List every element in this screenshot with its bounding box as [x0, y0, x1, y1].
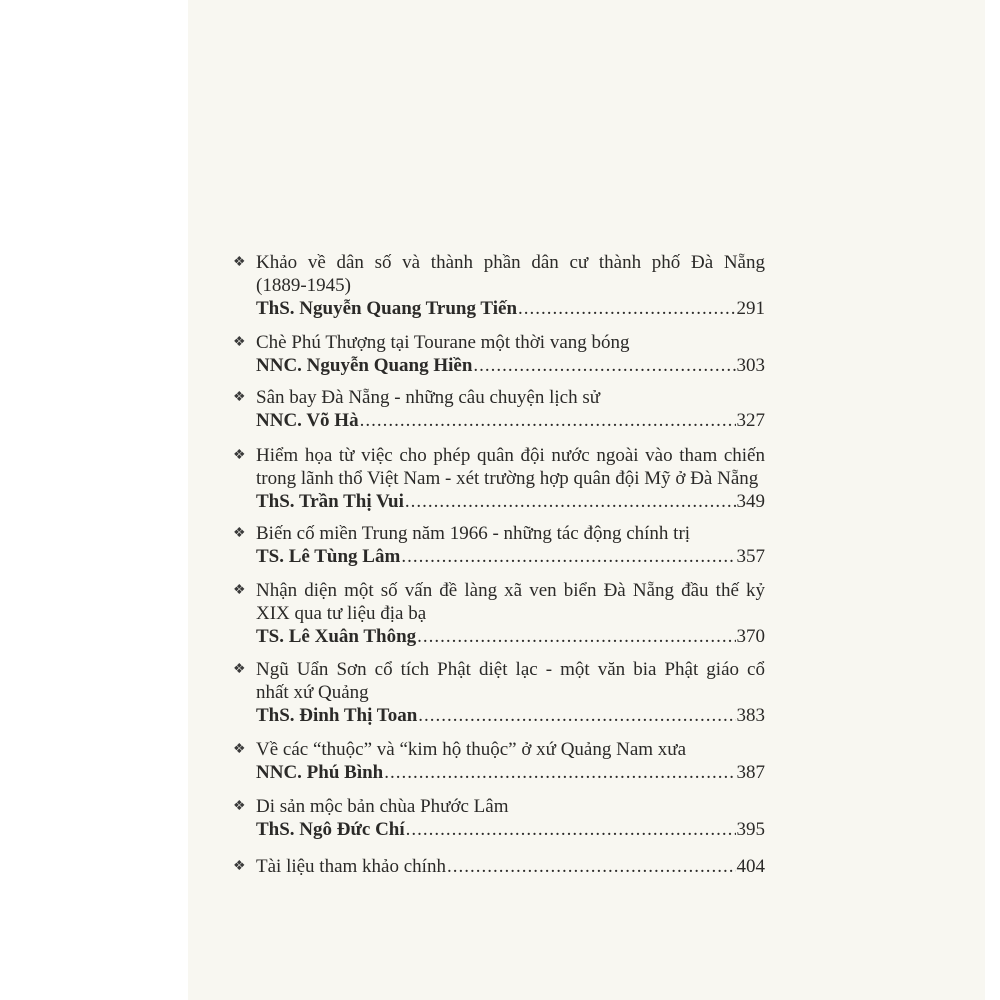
toc-author-line [233, 490, 765, 513]
page-number: 387 [736, 762, 765, 783]
toc-title-line [233, 658, 765, 681]
toc-entry [233, 579, 765, 648]
toc-title-text: Về các “thuộc” và “kim hộ thuộc” ở xứ Quảng Nam xưa [256, 739, 687, 760]
toc-title-text: nhất xứ Quảng [256, 682, 369, 703]
bullet-diamond-icon: ❖ [233, 662, 246, 677]
toc-author-line [233, 354, 765, 377]
toc-entry [233, 331, 765, 377]
dot-leader [405, 490, 736, 513]
toc-title-line [233, 331, 765, 354]
toc-title-line [233, 444, 765, 467]
toc-entry [233, 795, 765, 841]
bullet-diamond-icon: ❖ [233, 390, 246, 405]
bullet-diamond-icon: ❖ [233, 583, 246, 598]
dot-leader [401, 545, 735, 568]
toc-entry [233, 386, 765, 432]
dot-leader [473, 354, 735, 377]
toc-author-line [233, 297, 765, 320]
toc-title-line [233, 681, 765, 704]
page-number: 357 [736, 546, 765, 567]
toc-entry [233, 658, 765, 727]
toc-leader-line [233, 855, 765, 878]
toc-title-text: Chè Phú Thượng tại Tourane một thời vang bóng [256, 332, 630, 353]
bullet-diamond-icon: ❖ [233, 742, 246, 757]
author-name: ThS. Ngô Đức Chí [256, 819, 405, 840]
dot-leader [384, 761, 735, 784]
toc-title-line [233, 467, 765, 490]
bullet-diamond-icon: ❖ [233, 859, 246, 874]
toc-entry [233, 251, 765, 320]
author-name: TS. Lê Tùng Lâm [256, 546, 401, 567]
page-number: 291 [736, 298, 765, 319]
toc-title-text: Sân bay Đà Nẵng - những câu chuyện lịch sử [256, 387, 601, 408]
bullet-diamond-icon: ❖ [233, 448, 246, 463]
toc-entry [233, 738, 765, 784]
page-number: 303 [736, 355, 765, 376]
toc-title-text: Khảo về dân số và thành phần dân cư thành phố Đà Nẵng [256, 252, 765, 273]
bullet-diamond-icon: ❖ [233, 255, 246, 270]
toc-author-line [233, 704, 765, 727]
toc-author-line [233, 545, 765, 568]
toc-title-line [233, 251, 765, 274]
author-name: NNC. Phú Bình [256, 762, 384, 783]
dot-leader [418, 704, 735, 727]
toc-title-text: Nhận diện một số vấn đề làng xã ven biển Đà Nẵng đầu thế kỷ [256, 580, 765, 601]
toc-author-line [233, 625, 765, 648]
toc-author-line [233, 409, 765, 432]
page-number: 395 [736, 819, 765, 840]
page-number: 349 [736, 491, 765, 512]
page-number: 327 [736, 410, 765, 431]
author-name: ThS. Trần Thị Vui [256, 491, 404, 512]
toc-title-text: Di sản mộc bản chùa Phước Lâm [256, 796, 509, 817]
toc-title-text: XIX qua tư liệu địa bạ [256, 603, 427, 624]
toc-title-text: trong lãnh thổ Việt Nam - xét trường hợp quân đội Mỹ ở Đà Nẵng [256, 468, 759, 489]
dot-leader [406, 818, 736, 841]
toc-title-text: Hiểm họa từ việc cho phép quân đội nước ngoài vào tham chiến [256, 445, 765, 466]
toc-title-line [233, 386, 765, 409]
toc-title-line [233, 795, 765, 818]
author-name: TS. Lê Xuân Thông [256, 626, 417, 647]
author-name: ThS. Đinh Thị Toan [256, 705, 418, 726]
toc-title: Tài liệu tham khảo chính [256, 856, 446, 877]
bullet-diamond-icon: ❖ [233, 799, 246, 814]
toc-title-text: Biến cố miền Trung năm 1966 - những tác động chính trị [256, 523, 691, 544]
toc-title-line [233, 274, 765, 297]
toc-title-text: Ngũ Uẩn Sơn cổ tích Phật diệt lạc - một văn bia Phật giáo cổ [256, 659, 765, 680]
dot-leader [417, 625, 735, 648]
toc-title-text: (1889-1945) [256, 275, 351, 296]
toc-author-line [233, 761, 765, 784]
toc-title-line [233, 522, 765, 545]
bullet-diamond-icon: ❖ [233, 526, 246, 541]
toc-entry [233, 522, 765, 568]
page-number: 383 [736, 705, 765, 726]
toc-title-line [233, 738, 765, 761]
toc-entry-references [233, 855, 765, 878]
toc-entry [233, 444, 765, 513]
toc-author-line [233, 818, 765, 841]
bullet-diamond-icon: ❖ [233, 335, 246, 350]
author-name: NNC. Võ Hà [256, 410, 359, 431]
toc-title-line [233, 602, 765, 625]
author-name: NNC. Nguyễn Quang Hiền [256, 355, 473, 376]
dot-leader [518, 297, 735, 320]
dot-leader [360, 409, 736, 432]
page-number: 404 [736, 856, 765, 877]
dot-leader [447, 855, 736, 878]
toc-title-line [233, 579, 765, 602]
author-name: ThS. Nguyễn Quang Trung Tiến [256, 298, 518, 319]
page-number: 370 [736, 626, 765, 647]
